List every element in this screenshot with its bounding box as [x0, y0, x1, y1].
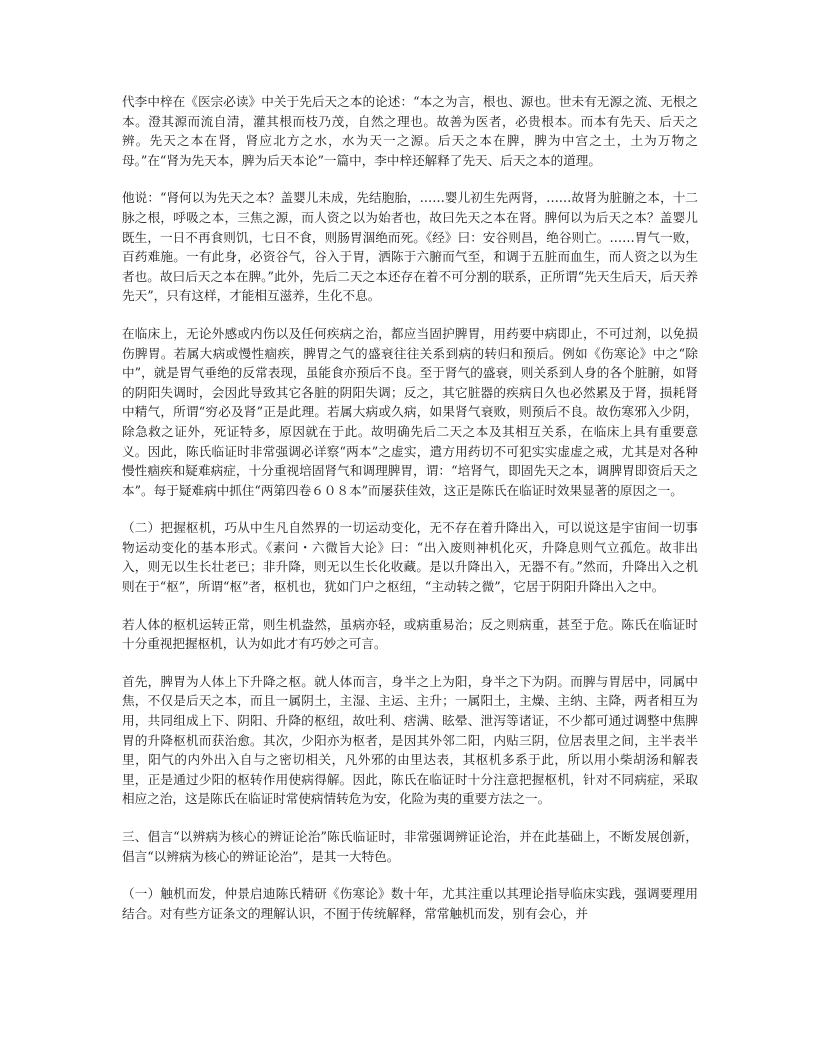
paragraph-8: （一）触机而发，仲景启迪陈氏精研《伤寒论》数十年，尤其注重以其理论指导临床实践，强调要理用结合。对有些方证条文的理解认识，不囿于传统解释，常常触机而发，别有会心，并	[122, 886, 698, 921]
paragraph-4: （二）把握枢机，巧从中生凡自然界的一切运动变化，无不存在着升降出入，可以说这是宇宙间一切事物运动变化的基本形式。《素问・六微旨大论》曰：“出入废则神机化灭，升降息则气立孤危。故非出入，则无以生长壮老已；非升降，则无以生长化收藏。是以升降出入，无器不有。”然而，升降出入之机则在于“枢”，所谓“枢”者，枢机也，犹如门户之枢纽，“主动转之微”，它居于阴阳升降出入之中。	[122, 520, 698, 595]
paragraph-6: 首先，脾胃为人体上下升降之枢。就人体而言，身半之上为阳，身半之下为阴。而脾与胃居中，同属中焦，不仅是后天之本，而且一属阴土，主湿、主运、主升；一属阳土，主燥、主纳、主降，两者相互为用，共同组成上下、阴阳、升降的枢纽，故吐利、痞满、眩晕、泄泻等诸证，不少都可通过调整中焦脾胃的升降枢机而获治愈。其次，少阳亦为枢者，是因其外邻二阳，内贴三阴，位居表里之间，主半表半里，阳气的内外出入自与之密切相关，凡外邪的由里达表，其枢机多系于此，所以用小柴胡汤和解表里，正是通过少阳的枢转作用使病得解。因此，陈氏在临证时十分注意把握枢机，针对不同病症，采取相应之治，这是陈氏在临证时常使病情转危为安，化险为夷的重要方法之一。	[122, 673, 698, 807]
paragraph-5: 若人体的枢机运转正常，则生机盎然，虽病亦轻，或病重易治；反之则病重，甚至于危。陈氏在临证时十分重视把握枢机，认为如此才有巧妙之可言。	[122, 616, 698, 652]
paragraph-3: 在临床上，无论外感或内伤以及任何疾病之治，都应当固护脾胃，用药要中病即止，不可过剂，以免损伤脾胃。若属大病或慢性痼疾，脾胃之气的盛衰往往关系到病的转归和预后。例如《伤寒论》中之“除中”，就是胃气垂绝的反常表现，虽能食亦预后不良。至于肾气的盛衰，则关系到人身的各个脏腑，如肾的阴阳失调时，会因此导致其它各脏的阴阳失调；反之，其它脏器的疾病日久也必然累及于肾，损耗肾中精气，所谓“穷必及肾”正是此理。若属大病或久病，如果肾气衰败，则预后不良。故伤寒邪入少阴，除急救之证外，死证特多，原因就在于此。故明确先后二天之本及其相互关系，在临床上具有重要意义。因此，陈氏临证时非常强调必详察“两本”之虚实，遣方用药切不可犯实实虚虚之戒，尤其是对各种慢性痼疾和疑难病症，十分重视培固肾气和调理脾胃，谓：“培肾气，即固先天之本，调脾胃即资后天之本”。每于疑难病中抓住“两第四卷６０８本”而屡获佳效，这正是陈氏在临证时效果显著的原因之一。	[122, 325, 698, 498]
paragraph-1: 代李中梓在《医宗必读》中关于先后天之本的论述：“本之为言，根也、源也。世未有无源之流、无根之本。澄其源而流自清，灌其根而枝乃茂，自然之理也。故善为医者，必贵根本。而本有先天、后天之辨。先天之本在肾，肾应北方之水，水为天一之源。后天之本在脾，脾为中宫之土，土为万物之母。”在“肾为先天本，脾为后天本论”一篇中，李中梓还解释了先天、后天之本的道理。	[122, 94, 698, 168]
paragraph-2: 他说：“肾何以为先天之本？盖婴儿未成，先结胞胎，……婴儿初生先两肾，……故肾为脏腑之本，十二脉之根，呼吸之本，三焦之源，而人资之以为始者也，故曰先天之本在肾。脾何以为后天之本？盖婴儿既生，一日不再食则饥，七日不食，则肠胃涸绝而死。《经》曰：安谷则昌，绝谷则亡。……胃气一败，百药难施。一有此身，必资谷气，谷入于胃，洒陈于六腑而气至，和调于五脏而血生，而人资之以为生者也。故曰后天之本在脾。”此外，先后二天之本还存在着不可分割的联系，正所谓“先天生后天，后天养先天”，只有这样，才能相互滋养，生化不息。	[122, 190, 698, 304]
document-body	[122, 92, 698, 923]
paragraph-7: 三、倡言“以辨病为核心的辨证论治”陈氏临证时，非常强调辨证论治，并在此基础上，不断发展创新，倡言“以辨病为核心的辨证论治”，是其一大特色。	[122, 829, 698, 864]
